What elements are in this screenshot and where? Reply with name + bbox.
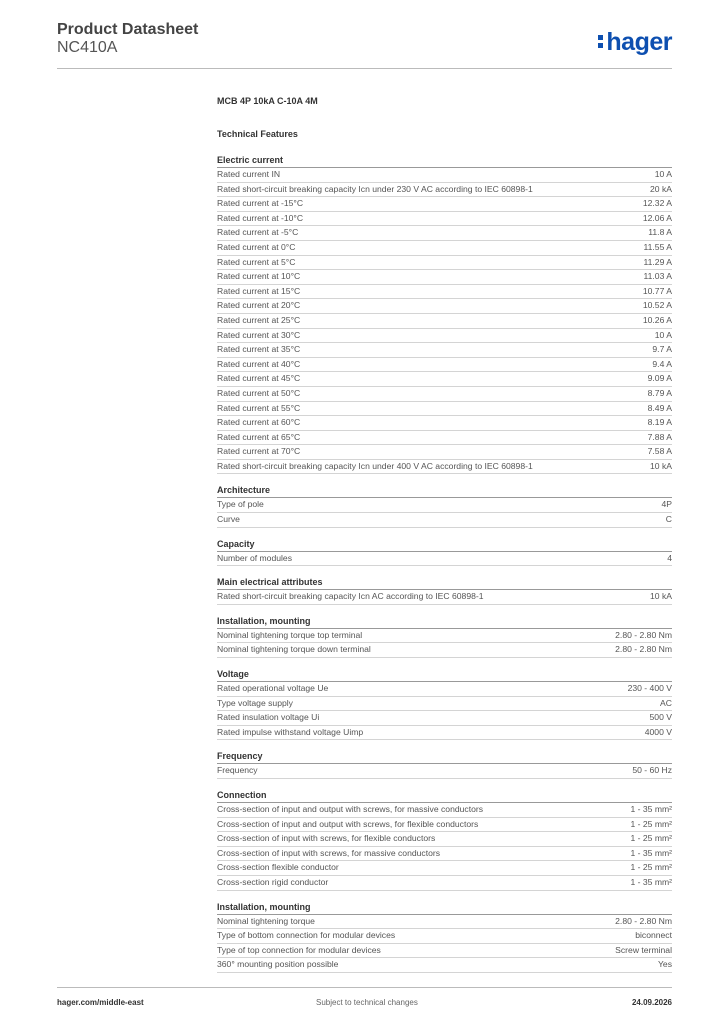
spec-row — [217, 643, 672, 658]
spec-row — [217, 329, 672, 344]
spec-label: Cross-section of input with screws, for flexible conductors — [217, 833, 436, 844]
spec-row — [217, 314, 672, 329]
spec-value: 1 - 35 mm² — [630, 876, 672, 887]
spec-section — [217, 537, 672, 567]
spec-label: Rated impulse withstand voltage Uimp — [217, 726, 364, 737]
spec-value: 230 - 400 V — [627, 683, 672, 694]
section-title: Installation, mounting — [217, 614, 672, 629]
spec-row — [217, 803, 672, 818]
product-name: MCB 4P 10kA C-10A 4M — [217, 96, 318, 106]
spec-row — [217, 372, 672, 387]
footer-date: 24.09.2026 — [631, 998, 672, 1007]
spec-row — [217, 498, 672, 513]
spec-label: Rated current at 20°C — [217, 300, 301, 311]
spec-row — [217, 629, 672, 644]
spec-value: C — [665, 514, 672, 525]
spec-label: Type voltage supply — [217, 697, 293, 708]
spec-label: Rated current at 65°C — [217, 431, 301, 442]
spec-label: Type of pole — [217, 499, 264, 510]
spec-value: 11.55 A — [643, 241, 672, 252]
spec-value: 7.58 A — [647, 446, 672, 457]
spec-row — [217, 358, 672, 373]
spec-value: Yes — [657, 959, 672, 970]
spec-label: Nominal tightening torque down terminal — [217, 644, 371, 655]
spec-label: Cross-section flexible conductor — [217, 862, 339, 873]
spec-value: 10 A — [654, 329, 672, 340]
spec-label: Type of top connection for modular devices — [217, 944, 381, 955]
feature-sections — [217, 153, 672, 973]
spec-section — [217, 614, 672, 658]
spec-row — [217, 818, 672, 833]
spec-label: Curve — [217, 514, 240, 525]
spec-value: 20 kA — [650, 183, 672, 194]
spec-label: Rated current at 55°C — [217, 402, 301, 413]
spec-row — [217, 183, 672, 198]
spec-label: Rated current at 30°C — [217, 329, 301, 340]
spec-value: 12.06 A — [642, 212, 672, 223]
spec-value: 10 kA — [650, 460, 672, 471]
spec-section — [217, 153, 672, 474]
spec-label: Rated current at 10°C — [217, 271, 301, 282]
spec-label: Cross-section of input with screws, for massive conductors — [217, 847, 441, 858]
spec-value: 9.4 A — [652, 358, 672, 369]
spec-value: 9.7 A — [652, 344, 672, 355]
spec-value: 10.77 A — [642, 285, 672, 296]
spec-label: Rated current at 40°C — [217, 358, 301, 369]
spec-section — [217, 900, 672, 973]
spec-value: 50 - 60 Hz — [632, 765, 672, 776]
spec-value: 2.80 - 2.80 Nm — [615, 915, 672, 926]
spec-label: Rated current at -10°C — [217, 212, 304, 223]
spec-row — [217, 832, 672, 847]
spec-row — [217, 726, 672, 741]
page-title: Product Datasheet — [57, 21, 199, 38]
spec-value: 8.19 A — [647, 417, 672, 428]
spec-label: Rated short-circuit breaking capacity Icn under 230 V AC according to IEC 60898-1 — [217, 183, 533, 194]
spec-row — [217, 764, 672, 779]
spec-value: 1 - 25 mm² — [630, 818, 672, 829]
spec-label: Rated current at 50°C — [217, 387, 301, 398]
logo-text: hager — [606, 28, 672, 56]
header-divider — [57, 68, 672, 69]
spec-row — [217, 958, 672, 973]
spec-row — [217, 256, 672, 271]
spec-value: 1 - 25 mm² — [630, 862, 672, 873]
spec-row — [217, 387, 672, 402]
spec-label: Rated current at 0°C — [217, 241, 296, 252]
spec-label: 360° mounting position possible — [217, 959, 339, 970]
spec-row — [217, 241, 672, 256]
spec-value: 10 kA — [650, 591, 672, 602]
spec-row — [217, 552, 672, 567]
spec-row — [217, 915, 672, 930]
spec-label: Rated current IN — [217, 169, 281, 179]
spec-label: Rated current at 70°C — [217, 446, 301, 457]
spec-label: Number of modules — [217, 552, 292, 563]
spec-row — [217, 168, 672, 183]
spec-section — [217, 788, 672, 891]
spec-value: 10.52 A — [642, 300, 672, 311]
spec-row — [217, 285, 672, 300]
spec-value: 9.09 A — [647, 373, 672, 384]
spec-row — [217, 270, 672, 285]
spec-value: 1 - 35 mm² — [630, 804, 672, 814]
spec-value: 4 — [667, 552, 672, 563]
spec-label: Rated current at 5°C — [217, 256, 296, 267]
section-title: Electric current — [217, 153, 672, 168]
spec-value: 2.80 - 2.80 Nm — [615, 644, 672, 655]
spec-row — [217, 944, 672, 959]
spec-value: 10 A — [654, 169, 672, 179]
spec-label: Rated current at -5°C — [217, 227, 299, 238]
spec-label: Cross-section of input and output with screws, for flexible conductors — [217, 818, 479, 829]
spec-value: 8.49 A — [647, 402, 672, 413]
spec-label: Frequency — [217, 765, 258, 776]
section-title: Installation, mounting — [217, 900, 672, 915]
spec-row — [217, 861, 672, 876]
spec-section — [217, 667, 672, 740]
spec-label: Type of bottom connection for modular devices — [217, 930, 396, 941]
spec-value: 12.32 A — [642, 198, 672, 209]
spec-label: Cross-section of input and output with screws, for massive conductors — [217, 804, 484, 814]
spec-row — [217, 416, 672, 431]
spec-label: Rated short-circuit breaking capacity Icn AC according to IEC 60898-1 — [217, 591, 484, 602]
spec-row — [217, 212, 672, 227]
spec-value: 11.29 A — [643, 256, 672, 267]
spec-label: Nominal tightening torque top terminal — [217, 629, 363, 640]
section-title: Main electrical attributes — [217, 575, 672, 590]
spec-label: Cross-section rigid conductor — [217, 876, 329, 887]
product-code: NC410A — [57, 39, 118, 56]
spec-value: 500 V — [649, 712, 672, 723]
footer-notice: Subject to technical changes — [316, 998, 418, 1007]
footer-website: hager.com/middle-east — [57, 998, 144, 1007]
spec-row — [217, 929, 672, 944]
spec-row — [217, 682, 672, 697]
spec-label: Rated current at 25°C — [217, 314, 301, 325]
spec-row — [217, 343, 672, 358]
section-title: Frequency — [217, 749, 672, 764]
spec-label: Rated current at 15°C — [217, 285, 301, 296]
hager-logo — [598, 28, 672, 57]
spec-label: Rated operational voltage Ue — [217, 683, 329, 694]
section-title: Architecture — [217, 483, 672, 498]
spec-row — [217, 445, 672, 460]
spec-section — [217, 749, 672, 779]
spec-value: 1 - 35 mm² — [630, 847, 672, 858]
spec-label: Nominal tightening torque — [217, 915, 315, 926]
spec-label: Rated current at 35°C — [217, 344, 301, 355]
spec-row — [217, 460, 672, 475]
spec-value: Screw terminal — [615, 944, 672, 955]
spec-label: Rated current at -15°C — [217, 198, 304, 209]
datasheet-content — [217, 96, 672, 982]
spec-value: 1 - 25 mm² — [630, 833, 672, 844]
spec-value: 10.26 A — [642, 314, 672, 325]
logo-colon-icon — [598, 28, 604, 50]
section-title: Voltage — [217, 667, 672, 682]
spec-section — [217, 483, 672, 527]
spec-value: 7.88 A — [647, 431, 672, 442]
spec-row — [217, 197, 672, 212]
spec-row — [217, 226, 672, 241]
spec-row — [217, 711, 672, 726]
spec-section — [217, 575, 672, 605]
spec-value: 4P — [661, 499, 672, 510]
spec-row — [217, 402, 672, 417]
spec-label: Rated current at 60°C — [217, 417, 301, 428]
spec-row — [217, 697, 672, 712]
spec-value: 11.03 A — [643, 271, 672, 282]
spec-value: 4000 V — [644, 726, 672, 737]
spec-value: AC — [660, 697, 672, 708]
footer-divider — [57, 987, 672, 988]
spec-row — [217, 590, 672, 605]
spec-row — [217, 299, 672, 314]
spec-row — [217, 876, 672, 891]
spec-row — [217, 513, 672, 528]
spec-value: 11.8 A — [648, 227, 672, 238]
section-title: Connection — [217, 788, 672, 803]
spec-row — [217, 431, 672, 446]
spec-value: 2.80 - 2.80 Nm — [615, 629, 672, 640]
spec-row — [217, 847, 672, 862]
spec-label: Rated insulation voltage Ui — [217, 712, 320, 723]
spec-label: Rated short-circuit breaking capacity Icn under 400 V AC according to IEC 60898-1 — [217, 460, 533, 471]
spec-value: 8.79 A — [647, 387, 672, 398]
spec-label: Rated current at 45°C — [217, 373, 301, 384]
spec-value: biconnect — [635, 930, 672, 941]
section-title: Capacity — [217, 537, 672, 552]
features-heading: Technical Features — [217, 129, 298, 139]
